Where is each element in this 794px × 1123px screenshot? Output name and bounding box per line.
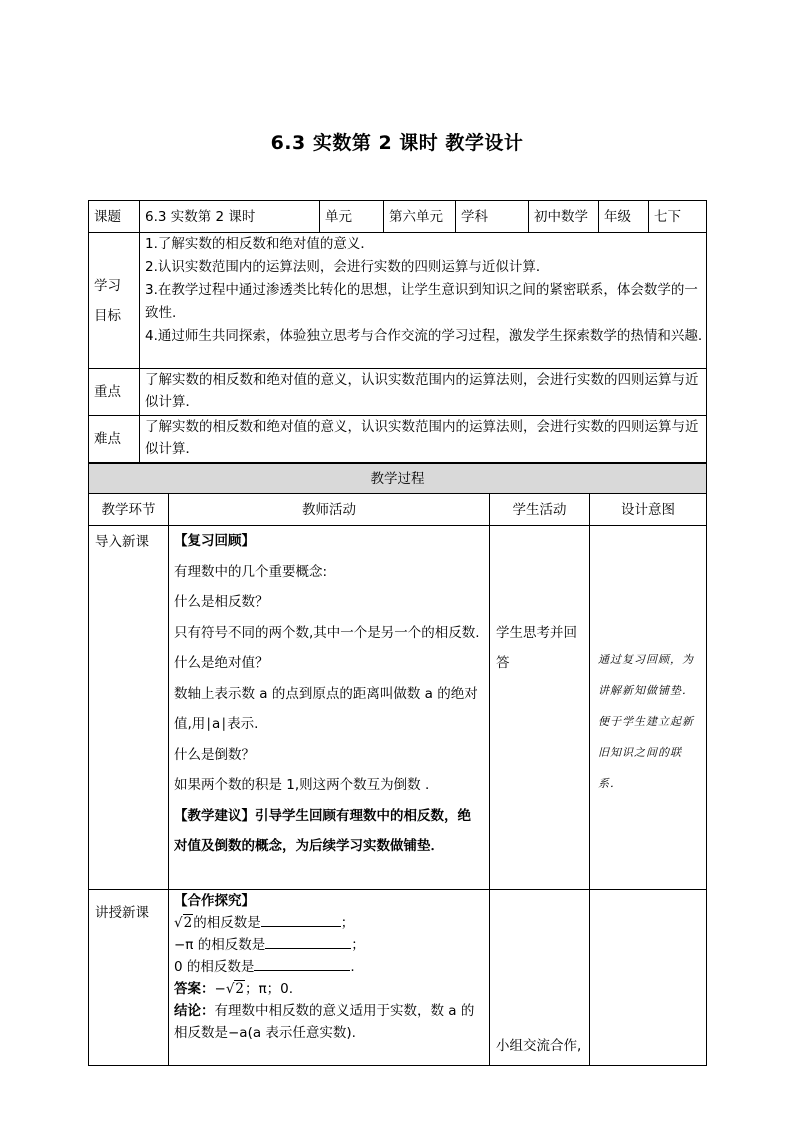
column-header: 教学环节	[89, 494, 169, 526]
new-design-intent	[590, 890, 707, 1066]
conclusion-text: 有理数中相反数的意义适用于实数，数 a 的相反数是−a(a 表示任意实数).	[174, 1003, 475, 1041]
objective-item: 4.通过师生共同探索，体验独立思考与合作交流的学习过程，激发学生探索数学的热情和兴趣.	[145, 328, 703, 344]
intro-suggestion: 【教学建议】引导学生回顾有理数中的相反数，绝对值及倒数的概念，为后续学习实数做铺垫．	[174, 807, 471, 854]
sqrt-symbol: √2	[225, 981, 245, 997]
key-points-label: 重点	[89, 369, 140, 416]
sqrt-symbol: √2	[174, 915, 193, 931]
sqrt-radicand: 2	[183, 915, 193, 931]
question-text: 的相反数是	[193, 915, 261, 931]
lesson-value: 6.3 实数第 2 课时	[140, 201, 320, 233]
subject-value: 初中数学	[529, 201, 599, 233]
intro-heading: 【复习回顾】	[174, 533, 255, 549]
intro-design-intent: 通过复习回顾，为讲解新知做铺垫．便于学生建立起新旧知识之间的联系．	[590, 526, 707, 890]
column-header: 学生活动	[490, 494, 590, 526]
new-stage: 讲授新课	[89, 890, 169, 1066]
lesson-label: 课题	[89, 201, 140, 233]
question-text: 0 的相反数是	[174, 959, 255, 975]
intro-line: 只有符号不同的两个数,其中一个是另一个的相反数.	[174, 624, 480, 641]
unit-label: 单元	[320, 201, 384, 233]
answer-neg: −	[214, 981, 226, 997]
unit-value: 第六单元	[384, 201, 456, 233]
conclusion-label: 结论：	[174, 1003, 215, 1019]
column-header: 设计意图	[590, 494, 707, 526]
process-header: 教学过程	[89, 464, 707, 494]
objectives-label-line1: 学习	[94, 277, 121, 294]
lesson-info-table	[88, 200, 707, 463]
answer-blank	[254, 956, 350, 971]
intro-line: 如果两个数的积是 1,则这两个数互为倒数 .	[174, 777, 430, 793]
question-text: −π 的相反数是	[174, 937, 266, 953]
answer-label: 答案：	[174, 981, 215, 997]
question-end: .	[350, 959, 355, 975]
question-sep: ；	[340, 915, 355, 931]
sqrt-radicand: 2	[235, 981, 245, 997]
intro-stage: 导入新课	[89, 526, 169, 890]
key-points-text: 了解实数的相反数和绝对值的意义，认识实数范围内的运算法则，会进行实数的四则运算与近似计算．	[140, 369, 707, 416]
intro-student-activity: 学生思考并回答	[490, 526, 590, 890]
question-line	[174, 934, 483, 956]
page-title: 6.3 实数第 2 课时 教学设计	[270, 132, 524, 154]
question-line	[174, 912, 483, 934]
objectives-label-line2: 目标	[94, 307, 121, 324]
intro-line: 有理数中的几个重要概念:	[174, 563, 328, 580]
difficulties-label: 难点	[89, 416, 140, 463]
intro-teacher-activity	[169, 526, 490, 890]
subject-label: 学科	[456, 201, 529, 233]
objectives-list	[140, 233, 707, 369]
question-sep: ；	[351, 937, 365, 953]
objectives-label	[89, 233, 140, 369]
answer-rest: ；π；0.	[245, 981, 294, 997]
difficulties-text: 了解实数的相反数和绝对值的意义，认识实数范围内的运算法则，会进行实数的四则运算与近似计算．	[140, 416, 707, 463]
objective-item: 1.了解实数的相反数和绝对值的意义．	[145, 236, 374, 252]
new-student-activity: 小组交流合作,	[490, 890, 590, 1066]
grade-value: 七下	[649, 201, 707, 233]
objective-item: 2.认识实数范围内的运算法则，会进行实数的四则运算与近似计算．	[145, 259, 550, 275]
column-header: 教师活动	[169, 494, 490, 526]
answer-line	[174, 978, 483, 1000]
intro-line: 什么是相反数？	[174, 594, 269, 610]
new-teacher-activity	[169, 890, 490, 1066]
intro-line: 什么是绝对值？	[174, 655, 269, 671]
question-line	[174, 956, 483, 978]
new-heading: 【合作探究】	[174, 893, 255, 909]
intro-line: 什么是倒数？	[174, 746, 255, 763]
teaching-process-table	[88, 463, 707, 1066]
answer-blank	[265, 934, 351, 949]
intro-line: 数轴上表示数 a 的点到原点的距离叫做数 a 的绝对值,用∣a∣表示.	[174, 685, 478, 732]
grade-label: 年级	[599, 201, 649, 233]
answer-blank	[261, 912, 341, 927]
objective-item: 3.在教学过程中通过渗透类比转化的思想，让学生意识到知识之间的紧密联系，体会数学的一致性.	[145, 282, 698, 321]
conclusion-line	[174, 1000, 483, 1044]
